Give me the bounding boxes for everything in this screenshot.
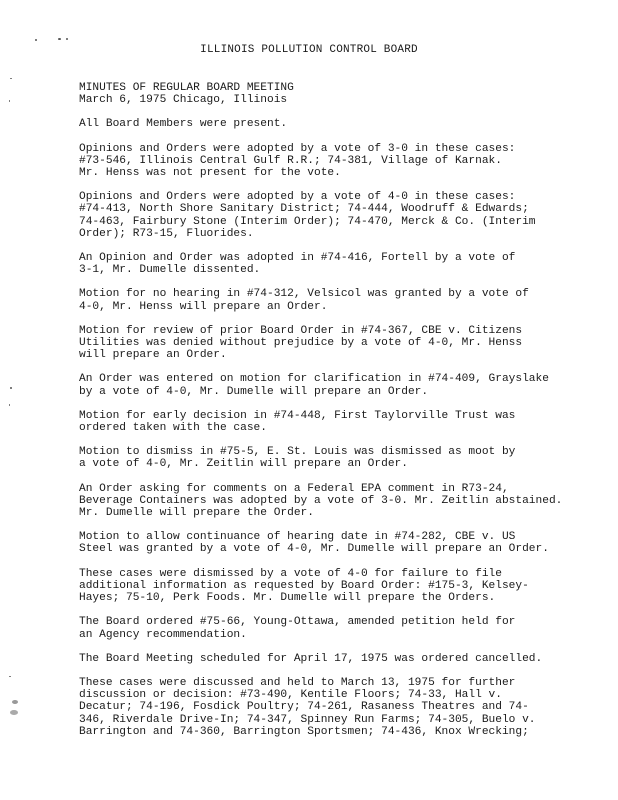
paragraph-line: An Opinion and Order was adopted in #74-416, Fortell by a vote of: [79, 252, 516, 265]
paragraph-line: 74-463, Fairbury Stone (Interim Order); 74-470, Merck & Co. (Interim: [79, 215, 536, 228]
scan-speck: [12, 700, 18, 704]
paragraph-line: #74-413, North Shore Sanitary District; 74-444, Woodruff & Edwards;: [79, 203, 529, 216]
paragraph-line: These cases were discussed and held to March 13, 1975 for further: [79, 676, 516, 689]
paragraph-line: ordered taken with the case.: [79, 422, 267, 435]
scan-speck: [10, 387, 12, 389]
scan-speck: [9, 100, 10, 102]
paragraph-line: 346, Riverdale Drive-In; 74-347, Spinney Run Farms; 74-305, Buelo v.: [79, 713, 536, 726]
paragraph-line: #73-546, Illinois Central Gulf R.R.; 74-381, Village of Karnak.: [79, 154, 502, 167]
paragraph-line: Opinions and Orders were adopted by a vote of 4-0 in these cases:: [79, 191, 516, 204]
paragraph-line: Motion for review of prior Board Order in #74-367, CBE v. Citizens: [79, 324, 523, 337]
minutes-body: [79, 82, 607, 750]
minutes-paragraph: [79, 143, 607, 180]
paragraph-line: These cases were dismissed by a vote of 4-0 for failure to file: [79, 567, 502, 580]
paragraph-line: Barrington and 74-360, Barrington Sportsmen; 74-436, Knox Wrecking;: [79, 725, 529, 738]
minutes-paragraph: [79, 325, 607, 362]
paragraph-line: Hayes; 75-10, Perk Foods. Mr. Dumelle will prepare the Orders.: [79, 592, 496, 605]
organization-title: ILLINOIS POLLUTION CONTROL BOARD: [200, 44, 418, 56]
minutes-paragraph: [79, 410, 607, 434]
paragraph-line: Motion for no hearing in #74-312, Velsicol was granted by a vote of: [79, 288, 529, 301]
paragraph-line: discussion or decision: #73-490, Kentile Floors; 74-33, Hall v.: [79, 689, 502, 702]
paragraph-line: Utilities was denied without prejudice by a vote of 4-0, Mr. Henss: [79, 337, 523, 350]
minutes-paragraph: [79, 616, 607, 640]
minutes-paragraph: [79, 653, 607, 665]
minutes-paragraph: [79, 118, 607, 130]
meeting-date: March 6, 1975 Chicago, Illinois: [79, 94, 288, 107]
paragraph-line: 4-0, Mr. Henss will prepare an Order.: [79, 300, 328, 313]
paragraph-line: by a vote of 4-0, Mr. Dumelle will prepare an Order.: [79, 385, 429, 398]
paragraph-line: The Board ordered #75-66, Young-Ottawa, amended petition held for: [79, 616, 516, 629]
meeting-title: MINUTES OF REGULAR BOARD MEETING: [79, 82, 294, 94]
minutes-paragraph: [79, 252, 607, 276]
scan-speck: [66, 38, 68, 40]
paragraph-line: an Agency recommendation.: [79, 628, 247, 641]
paragraph-line: a vote of 4-0, Mr. Zeitlin will prepare an Order.: [79, 458, 408, 471]
paragraph-line: Decatur; 74-196, Fosdick Poultry; 74-261, Rasaness Theatres and 74-: [79, 701, 529, 714]
scan-speck: [35, 39, 37, 41]
scan-speck: [58, 38, 61, 40]
paragraph-line: will prepare an Order.: [79, 349, 227, 362]
minutes-paragraph: [79, 677, 607, 738]
minutes-paragraph: [79, 483, 607, 520]
paragraph-line: 3-1, Mr. Dumelle dissented.: [79, 264, 261, 277]
paragraph-line: Mr. Dumelle will prepare the Order.: [79, 507, 314, 520]
paragraph-line: The Board Meeting scheduled for April 17, 1975 was ordered cancelled.: [79, 652, 543, 665]
minutes-paragraph: [79, 568, 607, 605]
paragraph-line: additional information as requested by Board Order: #175-3, Kelsey-: [79, 579, 529, 592]
minutes-paragraph: [79, 531, 607, 555]
paragraph-line: Motion to allow continuance of hearing date in #74-282, CBE v. US: [79, 531, 516, 544]
minutes-paragraphs: [79, 118, 607, 738]
paragraph-line: Motion for early decision in #74-448, First Taylorville Trust was: [79, 409, 516, 422]
minutes-paragraph: [79, 288, 607, 312]
minutes-paragraph: [79, 191, 607, 240]
scan-speck: [10, 710, 18, 715]
minutes-paragraph: [79, 446, 607, 470]
paragraph-line: Mr. Henss was not present for the vote.: [79, 167, 341, 180]
paragraph-line: Beverage Containers was adopted by a vote of 3-0. Mr. Zeitlin abstained.: [79, 494, 563, 507]
minutes-paragraph: [79, 373, 607, 397]
scan-speck: [9, 676, 11, 677]
paragraph-line: Steel was granted by a vote of 4-0, Mr. Dumelle will prepare an Order.: [79, 543, 549, 556]
paragraph-line: An Order asking for comments on a Federal EPA comment in R73-24,: [79, 482, 509, 495]
minutes-heading: [79, 82, 607, 106]
paragraph-line: An Order was entered on motion for clarification in #74-409, Grayslake: [79, 373, 549, 386]
paragraph-line: Order); R73-15, Fluorides.: [79, 227, 254, 240]
paragraph-line: All Board Members were present.: [79, 118, 288, 131]
paragraph-line: Opinions and Orders were adopted by a vote of 3-0 in these cases:: [79, 142, 516, 155]
paragraph-line: Motion to dismiss in #75-5, E. St. Louis was dismissed as moot by: [79, 446, 516, 459]
scan-speck: [10, 78, 12, 79]
scan-speck: [9, 404, 10, 406]
